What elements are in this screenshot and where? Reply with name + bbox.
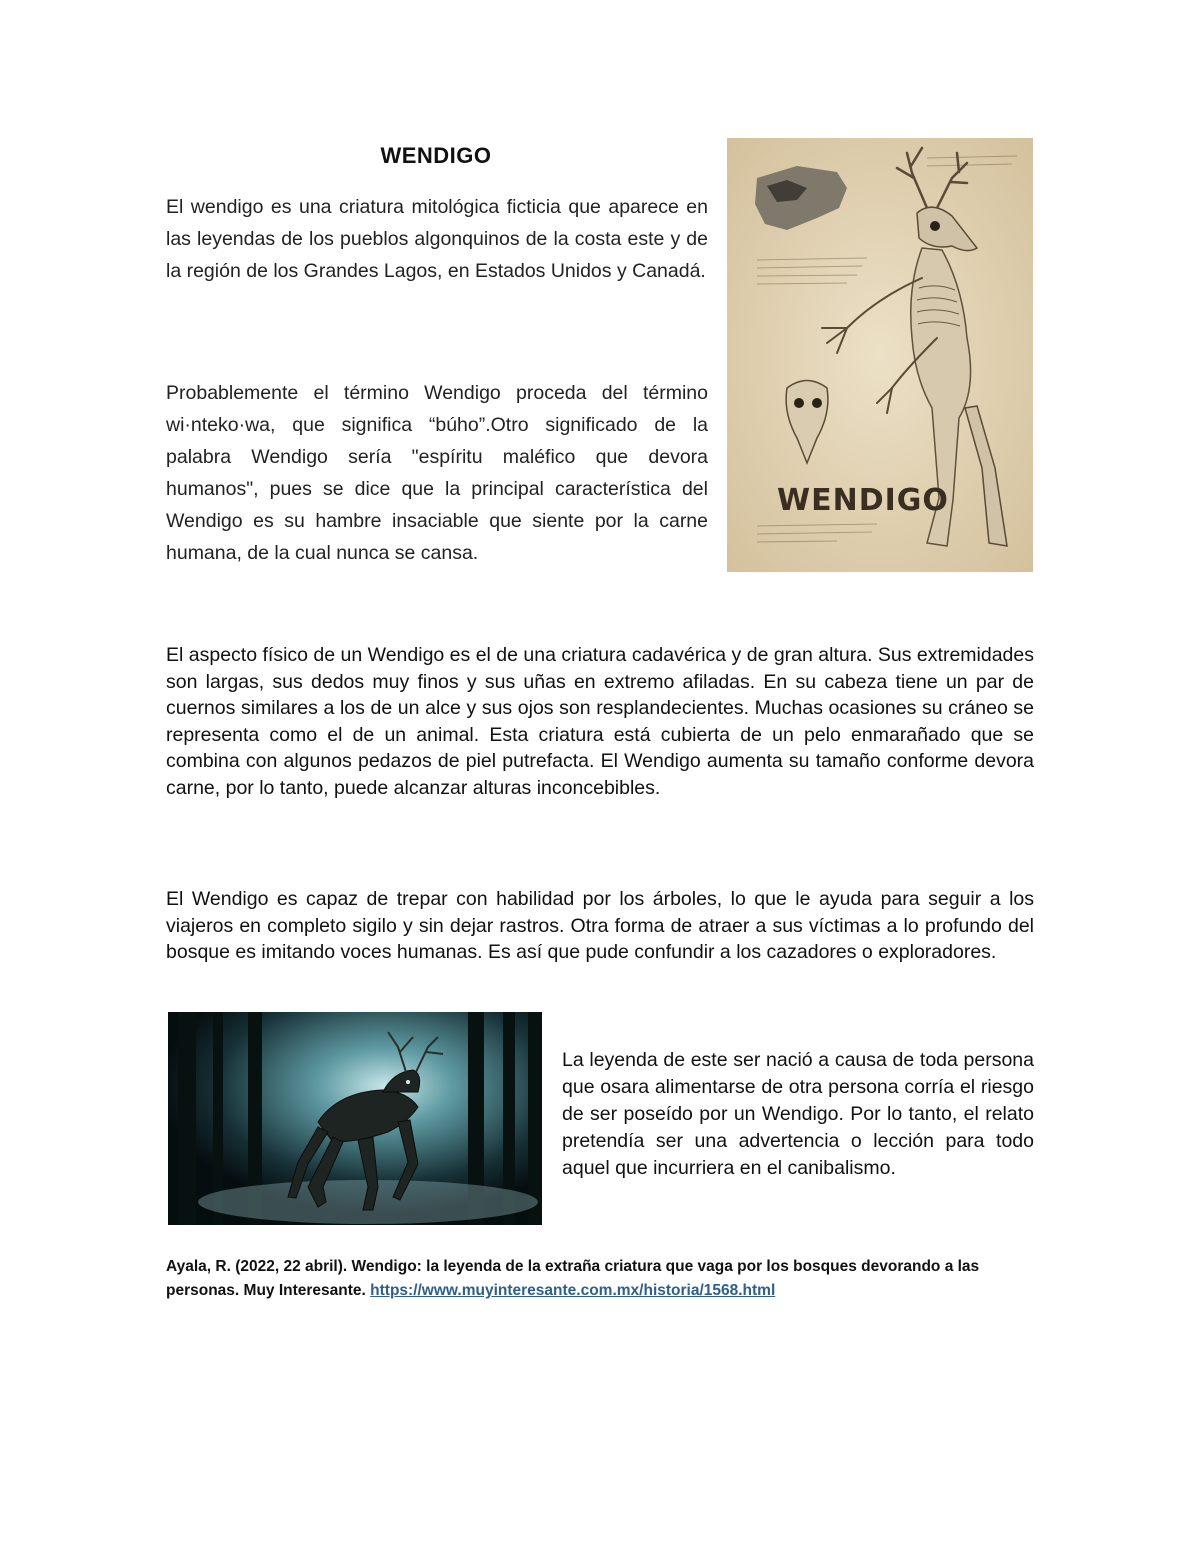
paragraph-legend: La leyenda de este ser nació a causa de toda persona que osara alimentarse de otra persona corría el riesgo de ser poseído por un Wendigo. Por lo tanto, el relato pretendía ser una advertencia o lección para todo aquel que incurriera en el canibalismo. [562,1049,1034,1179]
document-title: WENDIGO [380,143,492,168]
citation-text: Ayala, R. (2022, 22 abril). Wendigo: la leyenda de la extraña criatura que vaga por los bosques devorando a las personas. Muy Interesante. [166,1258,980,1299]
sketch-label: WENDIGO [777,483,949,518]
paragraph-term-origin: Probablemente el término Wendigo proceda del término wi·nteko·wa, que significa “búho”.Otro significado de la palabra Wendigo sería "espíritu maléfico que devora humanos", pues se dice que la principal característica del Wendigo es su hambre insaciable que siente por la carne humana, de la cual nunca se cansa. [166,382,708,564]
wendigo-sketch-image [727,138,1033,572]
paragraph-intro: El wendigo es una criatura mitológica ficticia que aparece en las leyendas de los pueblos algonquinos de la costa este y de la región de los Grandes Lagos, en Estados Unidos y Canadá. [166,196,708,282]
citation-link[interactable]: https://www.muyinteresante.com.mx/historia/1568.html [370,1282,776,1299]
paragraph-climbing: El Wendigo es capaz de trepar con habilidad por los árboles, lo que le ayuda para seguir a los viajeros en completo sigilo y sin dejar rastros. Otra forma de atraer a sus víctimas a lo profundo del bosque es imitando voces humanas. Es así que pude confundir a los cazadores o exploradores. [166,888,1034,963]
wendigo-forest-image [168,1012,542,1225]
citation [166,1255,1034,1303]
paragraph-physical-aspect: El aspecto físico de un Wendigo es el de una criatura cadavérica y de gran altura. Sus extremidades son largas, sus dedos muy finos y sus uñas en extremo afiladas. En su cabeza tiene un par de cuernos similares a los de un alce y sus ojos son resplandecientes. Muchas ocasiones su cráneo se representa como el de un animal. Esta criatura está cubierta de un pelo enmarañado que se combina con algunos pedazos de piel putrefacta. El Wendigo aumenta su tamaño conforme devora carne, por lo tanto, puede alcanzar alturas inconcebibles. [166,644,1034,799]
